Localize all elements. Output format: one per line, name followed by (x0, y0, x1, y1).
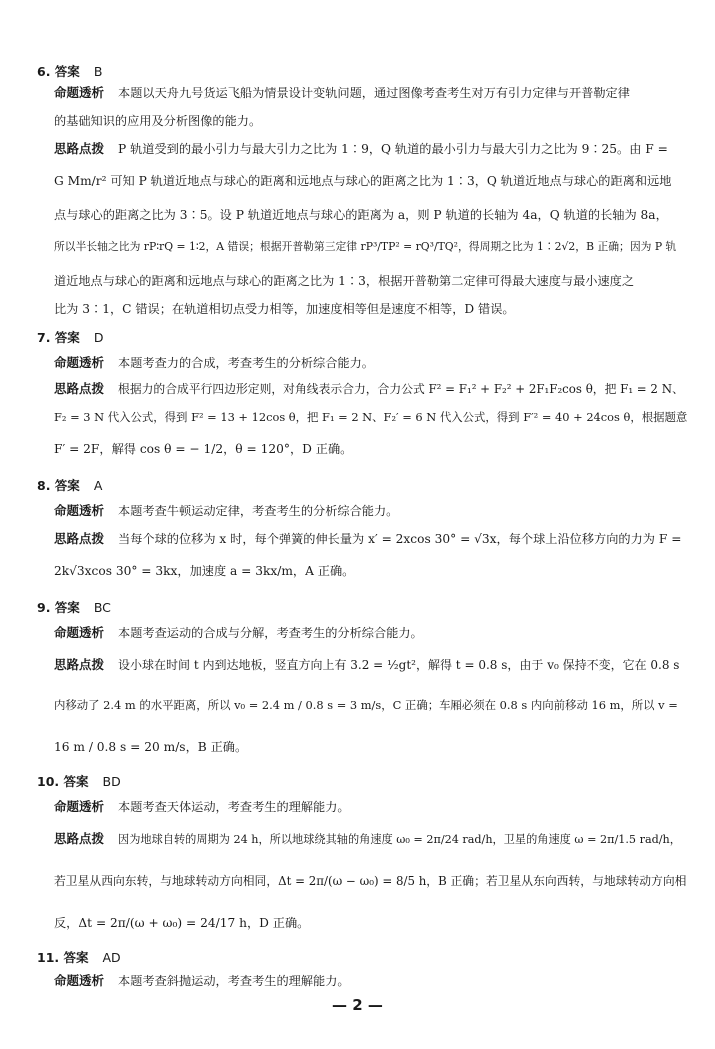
q8-line-1: 命题透析 本题考查牛顿运动定律，考查考生的分析综合能力。 (54, 503, 399, 518)
q9-line-2: 思路点拨 设小球在时间 t 内到达地板，竖直方向上有 3.2 = ½gt²，解得 t = 0.8 s，由于 v₀ 保持不变，它在 0.8 s (54, 657, 680, 672)
q10-line-4: 反，Δt = 2π/(ω + ω₀) = 24/17 h，D 正确。 (54, 916, 310, 930)
q8-line-2: 思路点拨 当每个球的位移为 x 时，每个弹簧的伸长量为 x′ = 2xcos 30° = √3x，每个球上沿位移方向的力为 F = (54, 531, 682, 546)
q7-line-2: 思路点拨 根据力的合成平行四边形定则，对角线表示合力，合力公式 F² = F₁² + F₂² + 2F₁F₂cos θ，把 F₁ = 2 N、 (54, 381, 684, 396)
q9-line-4: 16 m / 0.8 s = 20 m/s，B 正确。 (54, 740, 248, 754)
q6-line-3: 思路点拨 P 轨道受到的最小引力与最大引力之比为 1∶9，Q 轨道的最小引力与最大引力之比为 9∶25。由 F = (54, 141, 668, 156)
q6-heading-label: 6. 答案 (37, 64, 80, 79)
q7-answer: D (93, 330, 104, 345)
q6-tag-analysis: 命题透析 (54, 85, 105, 100)
q9-answer: BC (93, 600, 111, 615)
q8-heading: 8. 答案 A (37, 478, 103, 493)
page-number: — 2 — (332, 996, 383, 1014)
q6-line-6: 所以半长轴之比为 rP∶rQ = 1∶2，A 错误；根据开普勒第三定律 rP³/TP² = rQ³/TQ²，得周期之比为 1∶2√2，B 正确；因为 P 轨 (54, 240, 677, 253)
q6-heading (37, 62, 102, 80)
q8-line-3: 2k√3xcos 30° = 3kx，加速度 a = 3kx/m，A 正确。 (54, 564, 355, 578)
q11-heading: 11. 答案 AD (37, 950, 121, 965)
q7-line-3: F₂ = 3 N 代入公式，得到 F² = 13 + 12cos θ，把 F₁ = 2 N、F₂′ = 6 N 代入公式，得到 F′² = 40 + 24cos θ，根据题意 (54, 410, 688, 424)
q6-line-2: 的基础知识的应用及分析图像的能力。 (54, 114, 262, 128)
q9-line-3: 内移动了 2.4 m 的水平距离，所以 v₀ = 2.4 m / 0.8 s = 3 m/s，C 正确；车厢必须在 0.8 s 内向前移动 16 m，所以 v = (54, 698, 678, 712)
q6-line-5: 点与球心的距离之比为 3∶5。设 P 轨道近地点与球心的距离为 a，则 P 轨道的长轴为 4a，Q 轨道的长轴为 8a， (54, 208, 668, 222)
q6-line-7: 道近地点与球心的距离和远地点与球心的距离之比为 1∶3，根据开普勒第二定律可得最大速度与最小速度之 (54, 274, 635, 288)
q6-answer: B (93, 64, 103, 79)
q10-line-1: 命题透析 本题考查天体运动，考查考生的理解能力。 (54, 799, 350, 814)
q10-line-3: 若卫星从西向东转，与地球转动方向相同，Δt = 2π/(ω − ω₀) = 8/5 h，B 正确；若卫星从东向西转，与地球转动方向相 (54, 874, 687, 888)
q7-line-1: 命题透析 本题考查力的合成，考查考生的分析综合能力。 (54, 355, 374, 370)
q9-line-1: 命题透析 本题考查运动的合成与分解，考查考生的分析综合能力。 (54, 625, 423, 640)
q6-tag-hint: 思路点拨 (54, 141, 105, 156)
q9-heading: 9. 答案 BC (37, 600, 111, 615)
q10-answer: BD (102, 774, 121, 789)
q7-line-4: F′ = 2F，解得 cos θ = − 1/2，θ = 120°，D 正确。 (54, 442, 353, 456)
q7-heading: 7. 答案 D (37, 330, 104, 345)
q6-line-1: 命题透析 本题以天舟九号货运飞船为情景设计变轨问题，通过图像考查考生对万有引力定律与开普勒定律 (54, 85, 630, 100)
q11-answer: AD (102, 950, 121, 965)
q10-heading: 10. 答案 BD (37, 774, 121, 789)
q6-line-8: 比为 3∶1，C 错误；在轨道相切点受力相等，加速度相等但是速度不相等，D 错误。 (54, 302, 515, 316)
q10-line-2: 思路点拨 因为地球自转的周期为 24 h，所以地球绕其轴的角速度 ω₀ = 2π/24 rad/h，卫星的角速度 ω = 2π/1.5 rad/h， (54, 831, 681, 846)
q11-line-1: 命题透析 本题考查斜抛运动，考查考生的理解能力。 (54, 973, 350, 988)
q6-line-4: G Mm/r² 可知 P 轨道近地点与球心的距离和远地点与球心的距离之比为 1∶3，Q 轨道近地点与球心的距离和远地 (54, 174, 672, 188)
q8-answer: A (93, 478, 103, 493)
